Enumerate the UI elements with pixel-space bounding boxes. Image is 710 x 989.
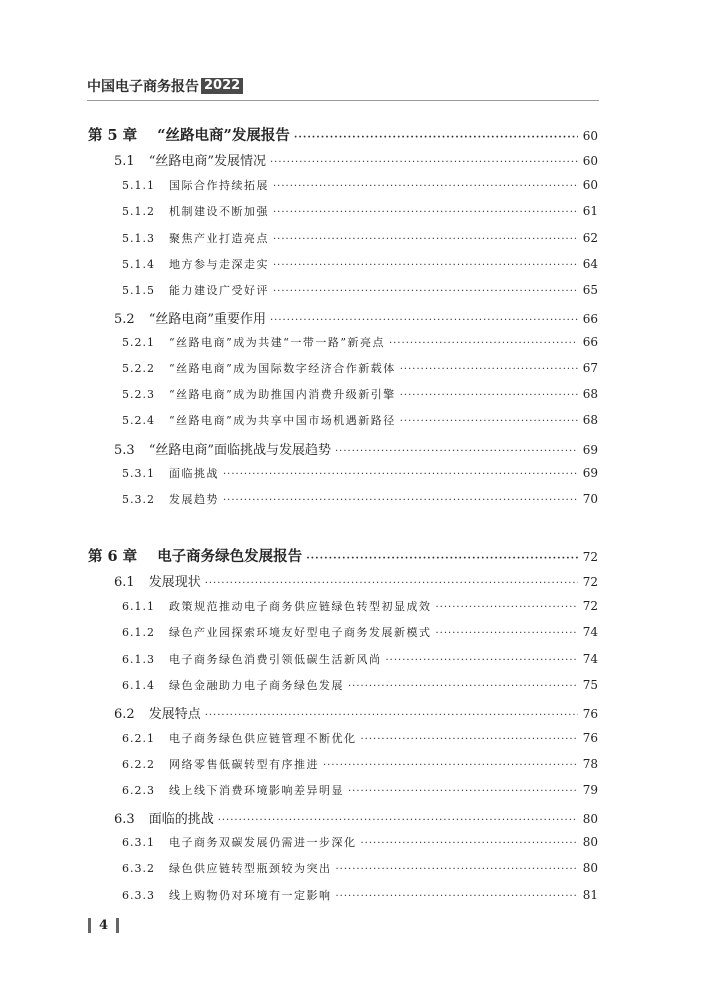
- toc-entry-page: 74: [582, 625, 598, 639]
- toc-entry-sub[interactable]: [122, 203, 598, 219]
- toc-entry-number: 6.3.1: [122, 836, 155, 849]
- toc-entry-title: “丝路电商”成为共享中国市场机遇新路径: [169, 414, 396, 427]
- dot-leader: [436, 602, 579, 613]
- toc-entry-page: 67: [582, 361, 598, 375]
- toc-entry-page: 72: [582, 550, 598, 564]
- toc-entry-title: 面临的挑战: [148, 812, 214, 827]
- toc-entry-sub[interactable]: [122, 282, 598, 298]
- toc-entry-title: 绿色供应链转型瓶颈较为突出: [169, 862, 332, 875]
- toc-entry-page: 60: [582, 154, 598, 168]
- toc-entry-title: 发展现状: [148, 575, 201, 590]
- toc-entry-sub[interactable]: [122, 230, 598, 246]
- toc-entry-sub[interactable]: [122, 334, 598, 350]
- toc-entry-sub[interactable]: [122, 624, 598, 640]
- toc-entry-section[interactable]: [114, 308, 598, 327]
- toc-entry-section[interactable]: [114, 703, 598, 722]
- toc-entry-sub[interactable]: [122, 834, 598, 850]
- toc-entry-sub[interactable]: [122, 730, 598, 746]
- toc-entry-title: 网络零售低碳转型有序推进: [169, 758, 319, 771]
- dot-leader: [223, 469, 578, 480]
- dot-leader: [336, 891, 579, 902]
- toc-entry-title: 绿色产业园探索环境友好型电子商务发展新模式: [169, 626, 432, 639]
- dot-leader: [205, 710, 578, 721]
- toc-entry-page: 79: [582, 783, 598, 797]
- page-footer: [88, 918, 119, 933]
- toc-entry-section[interactable]: [114, 808, 598, 827]
- dot-leader: [336, 864, 579, 875]
- toc-entry-sub[interactable]: [122, 412, 598, 428]
- toc-entry-title: 电子商务绿色消费引领低碳生活新风尚: [169, 653, 382, 666]
- dot-leader: [223, 495, 578, 506]
- toc-entry-page: 80: [582, 812, 598, 826]
- toc-entry-sub[interactable]: [122, 782, 598, 798]
- toc-entry-title: 国际合作持续拓展: [169, 179, 269, 192]
- toc-entry-page: 68: [582, 387, 598, 401]
- toc-entry-title: “丝路电商”成为国际数字经济合作新载体: [169, 362, 396, 375]
- dot-leader: [386, 655, 579, 666]
- dot-leader: [335, 446, 578, 457]
- toc-entry-page: 66: [582, 335, 598, 349]
- toc-entry-number: 6.3.3: [122, 889, 155, 902]
- toc-entry-title: “丝路电商”成为共建“一带一路”新亮点: [169, 336, 385, 349]
- toc-entry-sub[interactable]: [122, 360, 598, 376]
- dot-leader: [400, 416, 578, 427]
- toc-entry-number: 6.2: [114, 707, 135, 722]
- dot-leader: [270, 157, 578, 168]
- dot-leader: [294, 132, 578, 143]
- toc-entry-title: “丝路电商”发展情况: [148, 154, 266, 169]
- toc-entry-number: 6.2.1: [122, 732, 155, 745]
- dot-leader: [323, 760, 578, 771]
- toc-entry-sub[interactable]: [122, 677, 598, 693]
- toc-entry-page: 64: [582, 257, 598, 271]
- toc-entry-number: 5.1: [114, 154, 135, 169]
- toc-entry-section[interactable]: [114, 571, 598, 590]
- report-title: 中国电子商务报告: [87, 79, 199, 95]
- toc-entry-sub[interactable]: [122, 465, 598, 481]
- toc-entry-number: 5.1.5: [122, 284, 155, 297]
- dot-leader: [273, 286, 578, 297]
- dot-leader: [400, 390, 578, 401]
- toc-entry-title: 发展特点: [148, 707, 201, 722]
- toc-entry-title: 能力建设广受好评: [169, 284, 269, 297]
- footer-bar-left: [88, 918, 91, 933]
- toc-entry-title: 面临挑战: [169, 467, 219, 480]
- toc-entry-page: 76: [582, 707, 598, 721]
- dot-leader: [436, 628, 579, 639]
- toc-entry-title: 线上购物仍对环境有一定影响: [169, 889, 332, 902]
- toc-entry-page: 60: [582, 178, 598, 192]
- dot-leader: [205, 578, 578, 589]
- toc-entry-page: 75: [582, 678, 598, 692]
- dot-leader: [348, 786, 578, 797]
- toc-entry-page: 70: [582, 492, 598, 506]
- toc-entry-number: 6.2.3: [122, 784, 155, 797]
- dot-leader: [348, 681, 578, 692]
- toc-entry-page: 80: [582, 835, 598, 849]
- toc-entry-title: 聚焦产业打造亮点: [169, 232, 269, 245]
- toc-entry-sub[interactable]: [122, 256, 598, 272]
- toc-entry-number: 6.3: [114, 812, 135, 827]
- dot-leader: [400, 364, 578, 375]
- toc-entry-number: 5.3: [114, 443, 135, 458]
- dot-leader: [361, 734, 579, 745]
- dot-leader: [273, 234, 578, 245]
- report-header: [87, 76, 243, 96]
- toc-entry-number: 6.1.4: [122, 679, 155, 692]
- toc-entry-page: 66: [582, 312, 598, 326]
- toc-entry-page: 65: [582, 283, 598, 297]
- toc-entry-sub[interactable]: [122, 887, 598, 903]
- toc-entry-page: 61: [582, 204, 598, 218]
- report-year-badge: 2022: [201, 78, 243, 94]
- toc-entry-title: 电子商务绿色发展报告: [157, 548, 303, 565]
- toc-entry-section[interactable]: [114, 439, 598, 458]
- toc-entry-page: 74: [582, 652, 598, 666]
- toc-entry-title: “丝路电商”重要作用: [148, 312, 266, 327]
- toc-entry-number: 第 6 章: [88, 548, 138, 565]
- toc-entry-number: 5.3.2: [122, 493, 155, 506]
- toc-entry-page: 60: [582, 129, 598, 143]
- dot-leader: [270, 315, 578, 326]
- toc-entry-number: 6.3.2: [122, 862, 155, 875]
- dot-leader: [273, 207, 578, 218]
- toc-entry-chapter[interactable]: [88, 545, 598, 566]
- toc-entry-number: 5.1.3: [122, 232, 155, 245]
- toc-entry-number: 6.1.1: [122, 600, 155, 613]
- toc-entry-page: 76: [582, 731, 598, 745]
- toc-entry-chapter[interactable]: [88, 124, 598, 145]
- toc-entry-number: 5.1.2: [122, 205, 155, 218]
- toc-entry-number: 第 5 章: [88, 127, 138, 144]
- dot-leader: [361, 838, 579, 849]
- toc-entry-sub[interactable]: [122, 860, 598, 876]
- toc-entry-sub[interactable]: [122, 598, 598, 614]
- toc-entry-page: 72: [582, 599, 598, 613]
- toc-entry-number: 6.1.3: [122, 653, 155, 666]
- toc-entry-number: 5.2.1: [122, 336, 155, 349]
- toc-entry-sub[interactable]: [122, 491, 598, 507]
- header-divider: [87, 100, 599, 101]
- dot-leader: [389, 338, 578, 349]
- toc-entry-page: 68: [582, 413, 598, 427]
- dot-leader: [306, 553, 578, 564]
- toc-entry-title: 机制建设不断加强: [169, 205, 269, 218]
- toc-entry-number: 6.1: [114, 575, 135, 590]
- toc-entry-title: 线上线下消费环境影响差异明显: [169, 784, 344, 797]
- toc-entry-title: 发展趋势: [169, 493, 219, 506]
- toc-entry-number: 5.1.4: [122, 258, 155, 271]
- toc-entry-number: 5.1.1: [122, 179, 155, 192]
- toc-entry-sub[interactable]: [122, 177, 598, 193]
- dot-leader: [218, 815, 578, 826]
- toc-entry-title: 地方参与走深走实: [169, 258, 269, 271]
- toc-entry-page: 81: [582, 888, 598, 902]
- dot-leader: [273, 181, 578, 192]
- toc-entry-title: 电子商务绿色供应链管理不断优化: [169, 732, 357, 745]
- toc-entry-sub[interactable]: [122, 386, 598, 402]
- toc-entry-section[interactable]: [114, 150, 598, 169]
- toc-entry-page: 78: [582, 757, 598, 771]
- toc-entry-sub[interactable]: [122, 756, 598, 772]
- toc-entry-title: “丝路电商”发展报告: [157, 127, 290, 144]
- toc-entry-number: 5.2.2: [122, 362, 155, 375]
- toc-entry-title: “丝路电商”成为助推国内消费升级新引擎: [169, 388, 396, 401]
- toc-entry-number: 6.1.2: [122, 626, 155, 639]
- toc-entry-title: “丝路电商”面临挑战与发展趋势: [148, 443, 331, 458]
- toc-entry-page: 80: [582, 861, 598, 875]
- toc-entry-title: 电子商务双碳发展仍需进一步深化: [169, 836, 357, 849]
- toc-entry-title: 绿色金融助力电子商务绿色发展: [169, 679, 344, 692]
- toc-entry-number: 6.2.2: [122, 758, 155, 771]
- toc-entry-title: 政策规范推动电子商务供应链绿色转型初显成效: [169, 600, 432, 613]
- toc-entry-page: 62: [582, 231, 598, 245]
- toc-entry-page: 69: [582, 443, 598, 457]
- dot-leader: [273, 260, 578, 271]
- toc-entry-sub[interactable]: [122, 651, 598, 667]
- footer-bar-right: [116, 918, 119, 933]
- page-number: 4: [99, 918, 109, 933]
- toc-entry-number: 5.2.3: [122, 388, 155, 401]
- toc-entry-number: 5.2: [114, 312, 135, 327]
- toc-entry-page: 69: [582, 466, 598, 480]
- toc-entry-page: 72: [582, 575, 598, 589]
- toc-entry-number: 5.2.4: [122, 414, 155, 427]
- toc-entry-number: 5.3.1: [122, 467, 155, 480]
